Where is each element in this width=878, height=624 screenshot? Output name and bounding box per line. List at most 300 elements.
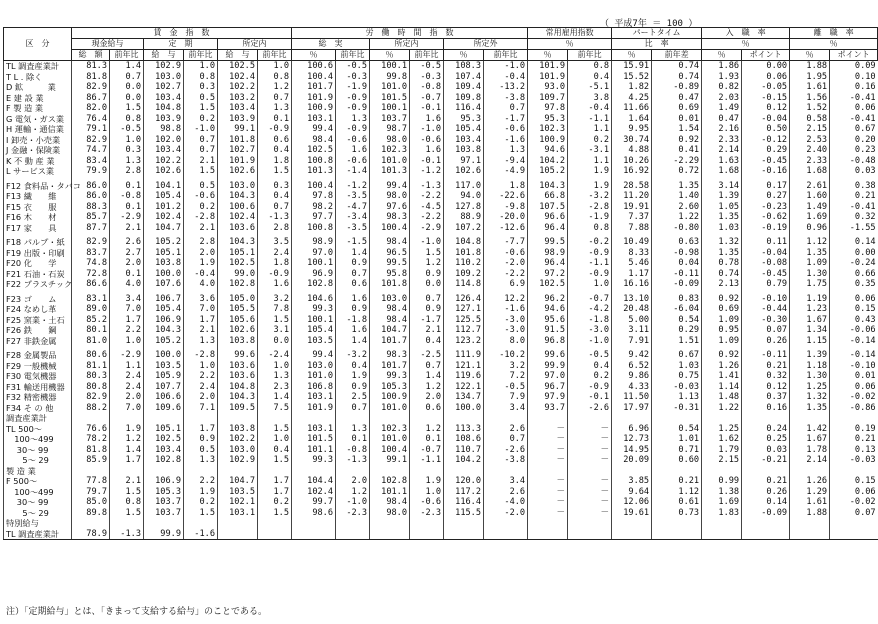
table-cell: -0.6 bbox=[410, 135, 444, 146]
table-cell: -1.8 bbox=[568, 315, 612, 326]
table-cell: -0.89 bbox=[652, 82, 702, 93]
table-cell: 0.5 bbox=[184, 181, 218, 192]
table-cell: 1.79 bbox=[702, 445, 742, 456]
table-cell: 104.3 bbox=[218, 237, 258, 248]
table-cell: -0.15 bbox=[742, 93, 790, 104]
table-row bbox=[4, 403, 878, 414]
table-cell: 0.4 bbox=[568, 72, 612, 83]
table-cell: 97.2 bbox=[528, 269, 568, 280]
table-cell: -0.19 bbox=[742, 223, 790, 234]
table-cell: 88.2 bbox=[72, 403, 110, 414]
table-cell: 105.4 bbox=[144, 304, 184, 315]
table-cell: 1.9 bbox=[184, 487, 218, 498]
table-cell: -0.6 bbox=[484, 124, 528, 135]
table-cell: 112.7 bbox=[444, 325, 484, 336]
table-cell: 83.4 bbox=[72, 156, 110, 167]
table-cell: 101.1 bbox=[370, 487, 410, 498]
table-cell: 106.9 bbox=[144, 315, 184, 326]
table-cell: 0.69 bbox=[652, 103, 702, 114]
table-cell: 102.5 bbox=[528, 279, 568, 290]
table-row bbox=[4, 82, 878, 93]
table-cell: 105.2 bbox=[144, 237, 184, 248]
table-cell: 0.7 bbox=[484, 434, 528, 445]
table-cell: 103.8 bbox=[218, 424, 258, 435]
table-cell: 91.5 bbox=[528, 325, 568, 336]
table-cell bbox=[144, 413, 184, 424]
point-header: ポイント bbox=[742, 50, 790, 61]
table-cell: -0.9 bbox=[568, 382, 612, 393]
table-cell: 96.5 bbox=[370, 248, 410, 259]
table-cell: -13.2 bbox=[484, 82, 528, 93]
table-cell: 0.7 bbox=[184, 145, 218, 156]
table-cell: 103.2 bbox=[218, 93, 258, 104]
table-cell: 3.4 bbox=[484, 476, 528, 487]
table-cell: 100.0 bbox=[144, 350, 184, 361]
table-cell: 103.6 bbox=[218, 361, 258, 372]
table-cell: 1.5 bbox=[258, 166, 292, 177]
table-cell: 81.1 bbox=[72, 361, 110, 372]
table-cell bbox=[218, 518, 258, 529]
table-cell: 101.8 bbox=[218, 135, 258, 146]
table-cell: 96.8 bbox=[528, 336, 568, 347]
table-cell: 2.60 bbox=[652, 202, 702, 213]
table-cell bbox=[484, 529, 528, 540]
table-cell: -0.9 bbox=[568, 248, 612, 259]
table-cell: 110.2 bbox=[444, 258, 484, 269]
table-cell: 0.47 bbox=[652, 93, 702, 104]
table-cell: － bbox=[568, 455, 612, 466]
table-row bbox=[4, 392, 878, 403]
table-cell: 0.06 bbox=[830, 103, 878, 114]
pct-header: ％ bbox=[702, 50, 742, 61]
table-cell bbox=[292, 466, 336, 477]
row-label: F 500～ bbox=[4, 476, 72, 487]
table-cell: -1.5 bbox=[336, 237, 370, 248]
table-cell: 0.07 bbox=[830, 508, 878, 519]
table-cell: 2.53 bbox=[790, 135, 830, 146]
table-cell: 101.0 bbox=[292, 371, 336, 382]
table-cell: -0.10 bbox=[830, 361, 878, 372]
table-cell: 102.9 bbox=[144, 61, 184, 72]
table-cell: 1.4 bbox=[410, 371, 444, 382]
table-cell: -1.2 bbox=[410, 166, 444, 177]
table-cell: 100.6 bbox=[218, 202, 258, 213]
row-label: 特別給与 bbox=[4, 518, 72, 529]
table-cell: 99.1 bbox=[370, 455, 410, 466]
hours-index-header: 労 働 時 間 指 数 bbox=[292, 28, 528, 39]
table-cell: -0.5 bbox=[110, 124, 144, 135]
table-cell: 0.79 bbox=[742, 279, 790, 290]
table-cell: -0.09 bbox=[742, 508, 790, 519]
table-row bbox=[4, 361, 878, 372]
table-cell: 108.3 bbox=[444, 61, 484, 72]
table-cell: -0.03 bbox=[830, 455, 878, 466]
table-cell bbox=[568, 413, 612, 424]
table-cell: 1.6 bbox=[336, 325, 370, 336]
table-cell: 0.67 bbox=[830, 124, 878, 135]
table-cell: 0.41 bbox=[652, 145, 702, 156]
table-cell: 2.61 bbox=[790, 181, 830, 192]
table-cell: 1.5 bbox=[110, 508, 144, 519]
table-cell: 99.9 bbox=[144, 529, 184, 540]
table-cell: 2.1 bbox=[184, 325, 218, 336]
table-cell: 102.5 bbox=[218, 61, 258, 72]
table-cell: -0.30 bbox=[742, 315, 790, 326]
table-row bbox=[4, 371, 878, 382]
table-cell: 103.5 bbox=[218, 487, 258, 498]
table-cell: 0.32 bbox=[742, 371, 790, 382]
table-cell: 1.2 bbox=[110, 434, 144, 445]
table-cell: 98.7 bbox=[370, 124, 410, 135]
table-cell: 87.7 bbox=[72, 223, 110, 234]
table-cell: 100.6 bbox=[292, 61, 336, 72]
table-cell: 3.2 bbox=[258, 294, 292, 305]
table-cell: 1.9 bbox=[110, 424, 144, 435]
table-cell bbox=[184, 518, 218, 529]
table-cell: 102.4 bbox=[218, 72, 258, 83]
table-cell: 117.0 bbox=[444, 181, 484, 192]
table-cell: 105.3 bbox=[144, 487, 184, 498]
table-cell: 103.8 bbox=[218, 336, 258, 347]
table-cell: 0.72 bbox=[652, 166, 702, 177]
table-cell: 109.4 bbox=[444, 82, 484, 93]
row-label: F 製 造 業 bbox=[4, 103, 72, 114]
table-row bbox=[4, 336, 878, 347]
table-cell: 0.7 bbox=[484, 103, 528, 114]
table-cell: 1.05 bbox=[702, 202, 742, 213]
table-cell: 0.7 bbox=[258, 93, 292, 104]
table-cell: 0.6 bbox=[258, 135, 292, 146]
table-cell: 109.8 bbox=[444, 93, 484, 104]
table-cell: -2.8 bbox=[184, 212, 218, 223]
table-cell: 100.8 bbox=[292, 223, 336, 234]
table-cell: 105.4 bbox=[444, 124, 484, 135]
table-cell: 101.9 bbox=[528, 72, 568, 83]
table-cell: 10.26 bbox=[612, 156, 652, 167]
table-cell: 101.3 bbox=[370, 166, 410, 177]
table-cell bbox=[218, 466, 258, 477]
table-cell: 99.6 bbox=[218, 350, 258, 361]
table-cell: -0.5 bbox=[336, 61, 370, 72]
table-cell: 104.7 bbox=[218, 476, 258, 487]
table-cell: 82.9 bbox=[72, 135, 110, 146]
table-cell: 106.6 bbox=[144, 392, 184, 403]
table-cell: 11.50 bbox=[612, 392, 652, 403]
table-cell: -5.1 bbox=[568, 82, 612, 93]
table-cell: 1.35 bbox=[790, 403, 830, 414]
table-cell: 1.6 bbox=[258, 279, 292, 290]
table-cell: 97.0 bbox=[292, 248, 336, 259]
table-cell: 7.5 bbox=[258, 403, 292, 414]
row-label: F21 石油・石炭 bbox=[4, 269, 72, 280]
table-cell: 11.66 bbox=[612, 103, 652, 114]
table-cell: 0.06 bbox=[830, 487, 878, 498]
table-cell: -0.04 bbox=[742, 248, 790, 259]
table-cell: － bbox=[528, 445, 568, 456]
table-cell bbox=[702, 413, 742, 424]
table-cell: 1.8 bbox=[258, 258, 292, 269]
table-cell: 104.2 bbox=[444, 455, 484, 466]
table-cell: 0.9 bbox=[336, 382, 370, 393]
table-cell: 102.9 bbox=[218, 455, 258, 466]
table-cell: 1.2 bbox=[410, 382, 444, 393]
table-cell: 102.3 bbox=[370, 424, 410, 435]
table-cell: 1.09 bbox=[702, 315, 742, 326]
row-label: F15 衣 服 bbox=[4, 202, 72, 213]
table-cell: 74.7 bbox=[72, 145, 110, 156]
table-cell: 1.49 bbox=[790, 202, 830, 213]
table-cell: 1.09 bbox=[790, 258, 830, 269]
table-cell: 95.8 bbox=[370, 269, 410, 280]
table-cell: 120.0 bbox=[444, 476, 484, 487]
table-cell: － bbox=[568, 508, 612, 519]
row-label: 100～499 bbox=[4, 434, 72, 445]
table-cell: 96.2 bbox=[528, 294, 568, 305]
table-cell: 0.21 bbox=[742, 476, 790, 487]
table-cell: 0.00 bbox=[830, 248, 878, 259]
table-cell: － bbox=[568, 497, 612, 508]
table-cell: -4.2 bbox=[568, 304, 612, 315]
table-cell: 79.9 bbox=[72, 166, 110, 177]
table-cell: 5.00 bbox=[612, 315, 652, 326]
table-cell: 0.15 bbox=[830, 476, 878, 487]
table-cell: 0.21 bbox=[742, 361, 790, 372]
table-cell: 0.1 bbox=[336, 434, 370, 445]
table-cell: 1.3 bbox=[110, 156, 144, 167]
table-cell: 102.8 bbox=[370, 476, 410, 487]
table-cell: 1.0 bbox=[258, 361, 292, 372]
table-cell: 0.7 bbox=[336, 269, 370, 280]
table-cell: 4.0 bbox=[110, 279, 144, 290]
table-cell: -0.80 bbox=[652, 223, 702, 234]
table-cell: -0.44 bbox=[742, 304, 790, 315]
table-cell: 2.16 bbox=[702, 124, 742, 135]
table-cell: 104.3 bbox=[218, 191, 258, 202]
table-cell: 85.2 bbox=[72, 315, 110, 326]
table-cell: 2.2 bbox=[184, 476, 218, 487]
row-label: G 電気・ガス業 bbox=[4, 114, 72, 125]
table-cell: 2.13 bbox=[702, 279, 742, 290]
table-cell: 1.03 bbox=[702, 223, 742, 234]
table-row bbox=[4, 325, 878, 336]
table-cell: 116.4 bbox=[444, 497, 484, 508]
table-cell: 0.8 bbox=[568, 61, 612, 72]
table-cell: 0.3 bbox=[110, 145, 144, 156]
table-cell: 1.8 bbox=[258, 156, 292, 167]
row-label: J 金融・保険業 bbox=[4, 145, 72, 156]
table-cell: 1.75 bbox=[790, 279, 830, 290]
table-cell: 0.4 bbox=[258, 191, 292, 202]
table-cell: 0.11 bbox=[742, 237, 790, 248]
table-cell: 103.8 bbox=[444, 145, 484, 156]
table-cell: 7.2 bbox=[484, 371, 528, 382]
row-label: F27 非鉄金属 bbox=[4, 336, 72, 347]
table-cell: -3.2 bbox=[336, 350, 370, 361]
table-cell: 103.8 bbox=[144, 258, 184, 269]
table-cell: 0.7 bbox=[336, 403, 370, 414]
table-cell: 9.95 bbox=[612, 124, 652, 135]
table-cell: 0.6 bbox=[336, 279, 370, 290]
table-cell: 98.2 bbox=[292, 202, 336, 213]
table-cell: 104.4 bbox=[292, 476, 336, 487]
table-cell: -0.02 bbox=[830, 497, 878, 508]
table-cell: -3.1 bbox=[568, 145, 612, 156]
part-time-header: パートタイム bbox=[612, 28, 702, 39]
table-cell: -2.6 bbox=[568, 403, 612, 414]
row-label: F26 鉄 鋼 bbox=[4, 325, 72, 336]
table-cell: 100.4 bbox=[370, 445, 410, 456]
table-cell: 3.14 bbox=[702, 181, 742, 192]
table-cell: -20.0 bbox=[484, 212, 528, 223]
table-cell: 1.64 bbox=[612, 114, 652, 125]
table-cell: -0.5 bbox=[410, 61, 444, 72]
table-cell: 1.88 bbox=[790, 508, 830, 519]
pct-header: ％ bbox=[528, 39, 612, 50]
table-cell: -1.55 bbox=[830, 223, 878, 234]
table-cell bbox=[336, 466, 370, 477]
table-cell: -1.3 bbox=[258, 212, 292, 223]
table-cell: 101.0 bbox=[370, 82, 410, 93]
yoy-header: 前年比 bbox=[568, 50, 612, 61]
table-cell: 96.6 bbox=[528, 212, 568, 223]
table-cell: 19.91 bbox=[612, 202, 652, 213]
table-cell: 1.5 bbox=[184, 508, 218, 519]
table-cell bbox=[184, 413, 218, 424]
table-cell: 86.0 bbox=[72, 181, 110, 192]
table-cell: 72.8 bbox=[72, 269, 110, 280]
table-cell: 102.4 bbox=[144, 212, 184, 223]
table-cell: -2.6 bbox=[484, 445, 528, 456]
table-cell: 96.9 bbox=[292, 269, 336, 280]
table-cell bbox=[702, 529, 742, 540]
table-cell: 0.9 bbox=[410, 269, 444, 280]
table-cell: -0.6 bbox=[336, 156, 370, 167]
table-cell bbox=[742, 529, 790, 540]
table-cell: -1.6 bbox=[184, 529, 218, 540]
table-cell: -2.9 bbox=[110, 350, 144, 361]
table-cell: 104.7 bbox=[370, 325, 410, 336]
table-cell: 119.6 bbox=[444, 371, 484, 382]
table-cell: 116.4 bbox=[444, 103, 484, 114]
table-cell: 134.7 bbox=[444, 392, 484, 403]
table-cell: 99.5 bbox=[528, 237, 568, 248]
table-row bbox=[4, 72, 878, 83]
table-cell: 107.6 bbox=[144, 279, 184, 290]
table-cell: 0.71 bbox=[652, 445, 702, 456]
table-cell: 117.2 bbox=[444, 487, 484, 498]
row-label: D 鉱 業 bbox=[4, 82, 72, 93]
table-cell: 0.75 bbox=[652, 371, 702, 382]
table-cell: -0.10 bbox=[742, 294, 790, 305]
cash-total-header: 総 額 bbox=[72, 50, 110, 61]
table-cell: 82.9 bbox=[72, 82, 110, 93]
table-cell: -0.4 bbox=[568, 103, 612, 114]
table-cell: 104.7 bbox=[144, 223, 184, 234]
table-cell: 105.2 bbox=[528, 166, 568, 177]
table-cell: 101.9 bbox=[528, 61, 568, 72]
row-label: F25 窯業・土石 bbox=[4, 315, 72, 326]
table-cell: 1.09 bbox=[702, 336, 742, 347]
table-cell: 1.5 bbox=[184, 103, 218, 114]
table-cell: 0.14 bbox=[742, 497, 790, 508]
table-cell: 89.8 bbox=[72, 508, 110, 519]
table-cell: -0.9 bbox=[258, 124, 292, 135]
table-cell: -2.3 bbox=[410, 508, 444, 519]
table-cell: 80.8 bbox=[72, 382, 110, 393]
entry-unit-header: ％ bbox=[702, 39, 790, 50]
table-cell: 7.1 bbox=[184, 403, 218, 414]
table-cell bbox=[702, 518, 742, 529]
table-cell bbox=[612, 466, 652, 477]
table-cell: 0.47 bbox=[702, 114, 742, 125]
table-cell: 0.73 bbox=[652, 508, 702, 519]
table-cell: 0.37 bbox=[742, 392, 790, 403]
table-cell: 103.0 bbox=[144, 72, 184, 83]
table-cell: 1.9 bbox=[184, 258, 218, 269]
table-cell: 0.1 bbox=[110, 269, 144, 280]
table-cell: 20.09 bbox=[612, 455, 652, 466]
table-row bbox=[4, 279, 878, 290]
table-cell: 2.1 bbox=[110, 476, 144, 487]
table-cell: 101.1 bbox=[292, 445, 336, 456]
table-cell: 88.3 bbox=[72, 202, 110, 213]
table-cell: 94.6 bbox=[528, 304, 568, 315]
table-cell: -0.11 bbox=[652, 269, 702, 280]
table-cell: 2.5 bbox=[336, 392, 370, 403]
row-label: F28 金属製品 bbox=[4, 350, 72, 361]
table-cell: 0.16 bbox=[830, 82, 878, 93]
table-cell: -4.7 bbox=[336, 202, 370, 213]
table-cell bbox=[72, 518, 110, 529]
table-cell: -2.3 bbox=[336, 508, 370, 519]
table-cell: 1.69 bbox=[702, 497, 742, 508]
table-cell: -12.6 bbox=[484, 223, 528, 234]
table-cell: 16.16 bbox=[612, 279, 652, 290]
table-cell bbox=[612, 413, 652, 424]
table-cell: -1.2 bbox=[336, 181, 370, 192]
row-label: 30～ 99 bbox=[4, 445, 72, 456]
table-cell: 2.2 bbox=[110, 325, 144, 336]
table-cell: 0.0 bbox=[258, 336, 292, 347]
table-row bbox=[4, 248, 878, 259]
table-cell: -0.31 bbox=[652, 403, 702, 414]
table-cell: 14.95 bbox=[612, 445, 652, 456]
table-cell: 7.91 bbox=[612, 336, 652, 347]
pct-header: ％ bbox=[612, 50, 652, 61]
table-cell: -1.9 bbox=[336, 82, 370, 93]
table-cell: 2.4 bbox=[258, 248, 292, 259]
table-cell: 0.2 bbox=[184, 202, 218, 213]
table-cell: 17.97 bbox=[612, 403, 652, 414]
table-cell: 1.32 bbox=[790, 392, 830, 403]
table-cell: 109.2 bbox=[444, 269, 484, 280]
table-cell: 103.5 bbox=[292, 336, 336, 347]
table-row bbox=[4, 103, 878, 114]
table-cell bbox=[444, 413, 484, 424]
table-cell: -3.2 bbox=[568, 191, 612, 202]
table-cell bbox=[568, 518, 612, 529]
table-cell: 1.23 bbox=[790, 304, 830, 315]
table-cell: 99.1 bbox=[218, 124, 258, 135]
table-cell: 1.0 bbox=[568, 279, 612, 290]
table-cell: 1.6 bbox=[336, 294, 370, 305]
table-cell: 105.5 bbox=[218, 304, 258, 315]
table-cell: -1.3 bbox=[410, 181, 444, 192]
table-cell: -1.6 bbox=[484, 135, 528, 146]
table-cell: -0.7 bbox=[410, 445, 444, 456]
table-cell: 104.2 bbox=[528, 156, 568, 167]
table-cell: 2.15 bbox=[790, 124, 830, 135]
